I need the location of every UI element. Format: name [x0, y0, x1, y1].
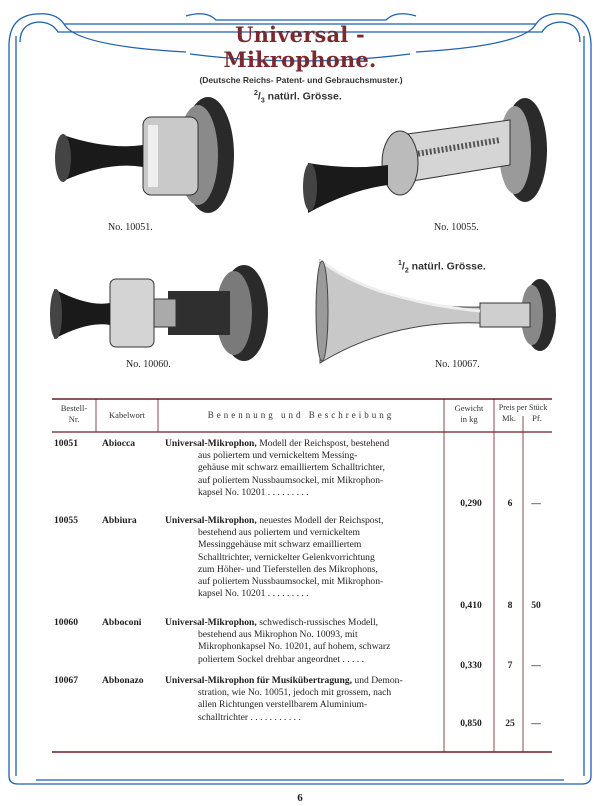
row-nr: 10067 [54, 675, 78, 686]
row-gewicht: 0,330 [460, 660, 482, 671]
price-table [52, 398, 552, 753]
row-mk: 8 [507, 600, 513, 611]
caption-10060: No. 10060. [126, 359, 171, 370]
row-description: Universal-Mikrophon, schwedisch-russisches Modell, bestehend aus Mikrophon No. 10093, mit Mikrophonkapsel No. 10201, auf hohem, schwarz poliertem Sockel drehbar angeordnet . . . . . [165, 617, 391, 665]
page-number: 6 [297, 792, 303, 804]
microphone-10067-illustration [310, 255, 560, 365]
caption-10055: No. 10055. [434, 222, 479, 233]
caption-10067: No. 10067. [435, 359, 480, 370]
row-pf: — [531, 660, 541, 671]
caption-10051: No. 10051. [108, 222, 153, 233]
header-preis: Preis per Stück Mk. Pf. [498, 403, 548, 423]
row-mk: 7 [507, 660, 513, 671]
row-mk: 25 [505, 718, 515, 729]
row-kabelwort: Abbiura [102, 515, 137, 526]
microphone-10055-illustration [300, 95, 560, 225]
row-pf: 50 [531, 600, 541, 611]
row-gewicht: 0,850 [460, 718, 482, 729]
row-description: Universal-Mikrophon für Musikübertragung, und Demon- stration, wie No. 10051, jedoch mit grossem, nach allen Richtungen verstellbarem Aluminium- schalltrichter . . . . . . . . . . . [165, 675, 403, 723]
row-description: Universal-Mikrophon, neuestes Modell der Reichspost, bestehend aus poliertem und vernickeltem Messinggehäuse mit schwarz emailliertem Schalltrichter, vernickelter Gelenkvorrichtung zum Höher- und Tieferstellen des Mikrophons, auf poliertem Nussbaumsockel, mit Mikrophon- kapsel No. 10201 . . . . . . . . . [165, 515, 384, 600]
header-beschreibung: Benennung und Beschreibung [207, 410, 395, 420]
row-mk: 6 [507, 498, 513, 509]
row-gewicht: 0,410 [460, 600, 482, 611]
header-gewicht: Gewicht in kg [454, 403, 484, 424]
row-gewicht: 0,290 [460, 498, 482, 509]
microphone-10051-illustration [48, 95, 248, 225]
scale-note-top: $^2/_3$ natürl. Grösse. [254, 90, 342, 105]
header-kabelwort: Kabelwort [109, 410, 145, 420]
row-nr: 10051 [54, 438, 78, 449]
scale-note-bottom: $^1/_2$ natürl. Grösse. [398, 260, 486, 275]
row-kabelwort: Abboconi [102, 617, 142, 628]
patent-note: (Deutsche Reichs- Patent- und Gebrauchsmuster.) [199, 75, 403, 85]
header-bestell-nr: Bestell- Nr. [60, 403, 88, 424]
row-kabelwort: Abbonazo [102, 675, 144, 686]
row-description: Universal-Mikrophon, Modell der Reichspost, bestehend aus poliertem und vernickeltem Messing- gehäuse mit schwarz emailliertem Schalltrichter, auf poliertem Nussbaumsockel, mit Mikrophon- kapsel No. 10201 . . . . . . . . . [165, 438, 390, 498]
page-title: Universal - Mikrophone. [223, 22, 377, 72]
row-nr: 10060 [54, 617, 78, 628]
row-pf: — [531, 498, 541, 509]
row-kabelwort: Abiocca [102, 438, 136, 449]
row-nr: 10055 [54, 515, 78, 526]
row-pf: — [531, 718, 541, 729]
microphone-10060-illustration [48, 263, 278, 363]
